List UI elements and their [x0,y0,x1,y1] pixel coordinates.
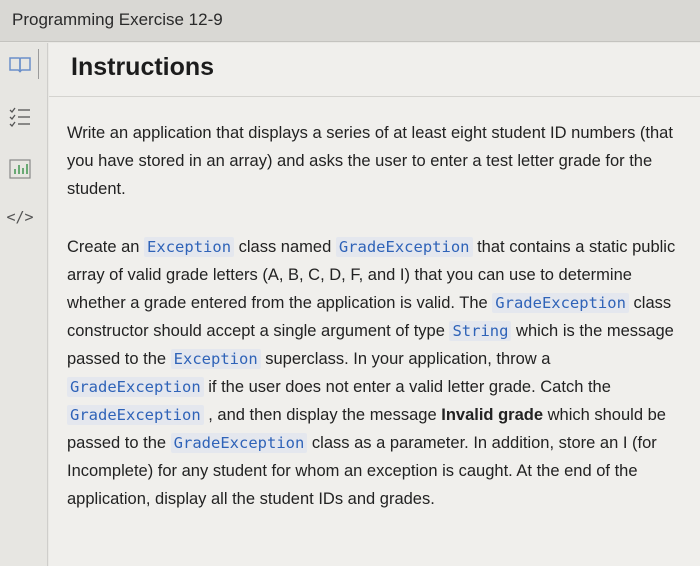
code-gradeexception: GradeException [492,293,629,313]
code-gradeexception: GradeException [336,237,473,257]
text: if the user does not enter a valid letter grade. Catch the [203,378,611,396]
text: Create an [67,238,145,256]
code-exception: Exception [144,237,234,257]
page-title: Instructions [71,53,215,81]
paragraph-2 [67,233,687,513]
checklist-icon[interactable] [4,103,36,131]
bold-invalid-grade: Invalid grade [441,406,544,424]
sidebar [0,43,48,566]
code-gradeexception: GradeException [67,377,204,397]
text: which should be passed to the [67,406,666,452]
text: that contains a static public array of valid grade letters (A, B, C, D, F, and I) that you can use to determine whether a grade entered from the application is valid. The [67,238,676,312]
code-string: String [449,321,511,341]
code-icon[interactable]: </> [6,208,34,226]
text: , and then display the message [203,406,442,424]
instructions-panel [49,43,700,566]
text: class as a parameter. In addition, store an I (for Incomplete) for any student for whom an exception is caught. At the end of the application, display all the student IDs and grades. [67,434,657,508]
code-gradeexception: GradeException [67,405,204,425]
instructions-text [67,119,687,543]
code-exception: Exception [171,349,261,369]
text: class named [234,238,336,256]
text: class constructor should accept a single argument of type [67,294,672,340]
text: superclass. In your application, throw a [260,350,551,368]
paragraph-1: Write an application that displays a series of at least eight student ID numbers (that you have stored in an array) and asks the user to enter a test letter grade for the student. [67,124,673,198]
chart-icon[interactable] [4,155,36,183]
book-icon[interactable] [4,51,36,79]
code-gradeexception: GradeException [171,433,308,453]
text: which is the message passed to the [67,322,674,368]
sidebar-divider [38,49,39,79]
window-title: Programming Exercise 12-9 [0,0,700,42]
title-divider [49,96,700,97]
